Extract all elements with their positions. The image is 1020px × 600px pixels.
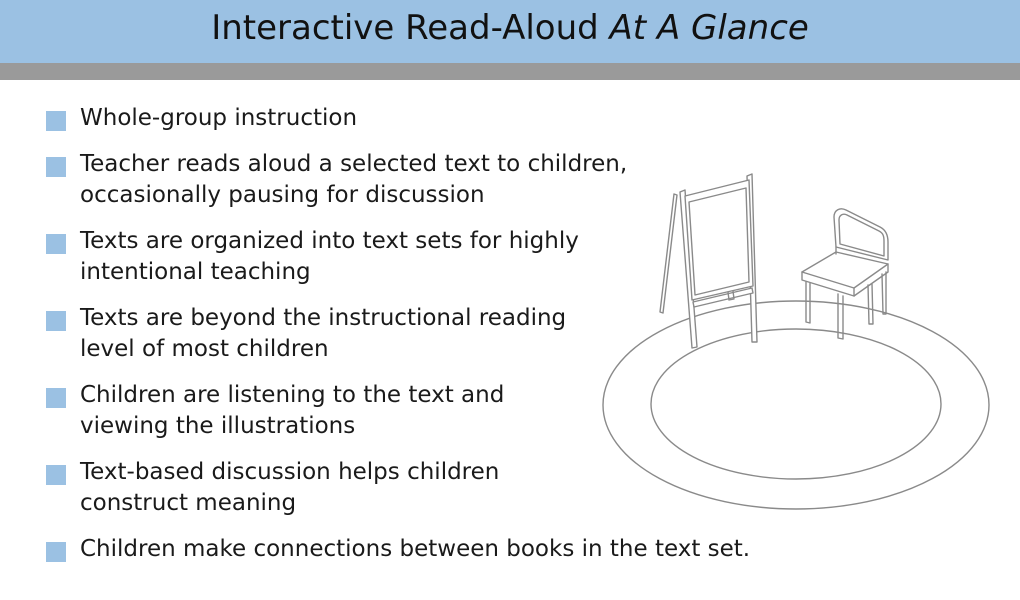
list-item-text-continued: occasionally pausing for discussion — [80, 182, 485, 208]
list-item-text: Text-based discussion helps children — [80, 459, 500, 485]
classroom-easel-chair-rug-icon — [596, 172, 996, 517]
bullet-square-icon — [46, 157, 66, 177]
bullet-square-icon — [46, 542, 66, 562]
rug-inner-icon — [651, 329, 941, 479]
list-item-text: Children are listening to the text and — [80, 382, 505, 408]
list-item-text: Texts are beyond the instructional reading — [80, 305, 567, 331]
list-item-text: Teacher reads aloud a selected text to children, — [80, 151, 628, 177]
bullet-square-icon — [46, 111, 66, 131]
bullet-square-icon — [46, 311, 66, 331]
list-item-text: Children make connections between books in the text set. — [80, 536, 751, 562]
list-item — [46, 534, 840, 565]
list-item — [46, 103, 840, 134]
list-item-text-continued: level of most children — [80, 336, 329, 362]
bullet-square-icon — [46, 234, 66, 254]
title-italic: At A Glance — [609, 8, 809, 48]
list-item-text: Texts are organized into text sets for highly — [80, 228, 579, 254]
bullet-square-icon — [46, 465, 66, 485]
list-item-text-continued: viewing the illustrations — [80, 413, 356, 439]
page-title — [0, 6, 1020, 50]
list-item-text-continued: construct meaning — [80, 490, 297, 516]
list-item-text: Whole-group instruction — [80, 105, 358, 131]
bullet-square-icon — [46, 388, 66, 408]
list-item-text-continued: intentional teaching — [80, 259, 311, 285]
header-divider — [0, 63, 1020, 80]
title-main: Interactive Read-Aloud — [211, 8, 610, 48]
